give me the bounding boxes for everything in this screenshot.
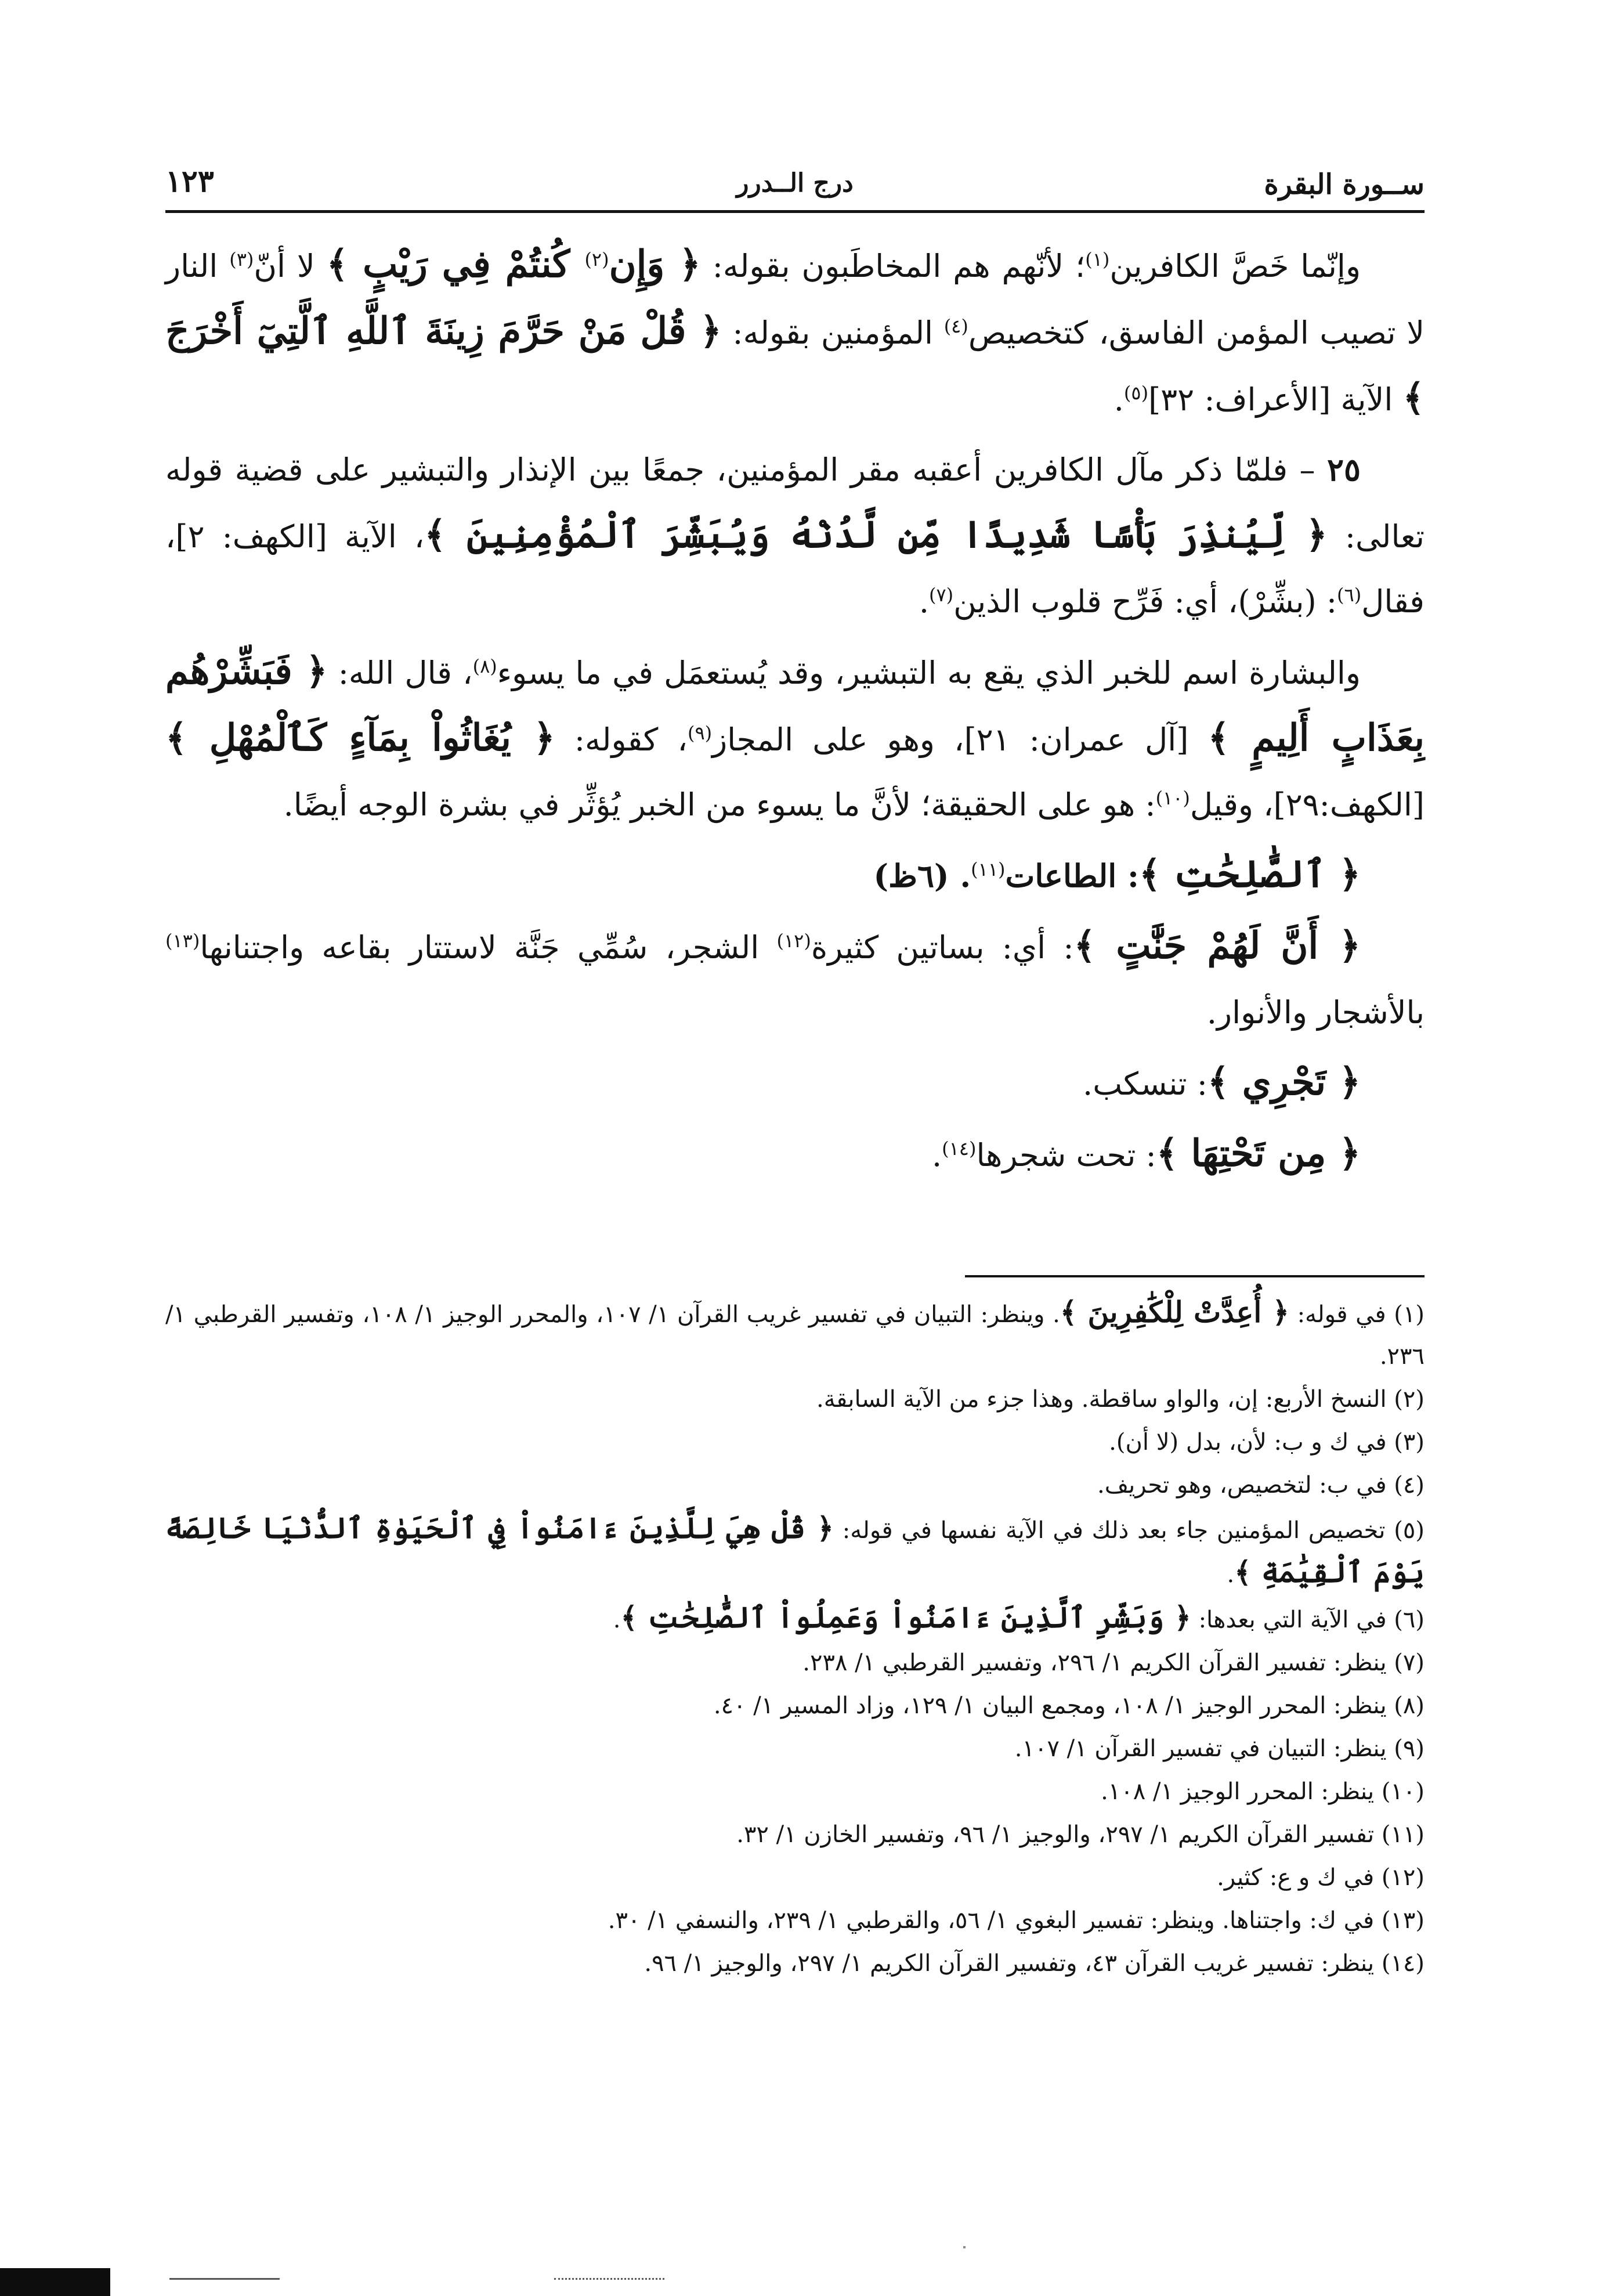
footnote-number: (٢): [1394, 1386, 1425, 1413]
footnote-2: [165, 1378, 1425, 1420]
text: ، كقوله:: [555, 721, 688, 758]
footnote-ref: (٧): [928, 584, 954, 606]
text: : أي: بساتين كثيرة: [811, 929, 1074, 966]
footnote-text: النسخ الأربع: إن، والواو ساقطة. وهذا جزء من الآية السابقة.: [816, 1386, 1394, 1413]
footnote-14: [165, 1943, 1425, 1984]
footnote-ref: (٢): [584, 248, 609, 270]
text: – فلمّا ذكر مآل الكافرين أعقبه مقر المؤمنين، جمعًا بين الإنذار والتبشير على قضية قوله تعالى:: [165, 452, 1425, 555]
footnote-text: .: [1227, 1561, 1235, 1588]
surah-title: ســورة البقرة: [1264, 168, 1425, 201]
text: .: [1113, 381, 1124, 418]
footnote-number: (١١): [1381, 1821, 1425, 1848]
footnote-text: في الآية التي بعدها:: [1191, 1607, 1394, 1633]
quran-verse: ﴿ وَإِن: [609, 243, 701, 286]
page-number: ١٢٣: [165, 164, 214, 199]
footnote-9: [165, 1728, 1425, 1770]
footnote-5: [165, 1507, 1425, 1595]
footnote-text: في قوله:: [1289, 1301, 1394, 1328]
footnote-text: ينظر: تفسير غريب القرآن ٤٣، وتفسير القرآن الكريم ١/ ٢٩٧، والوجيز ١/ ٩٦.: [644, 1950, 1382, 1977]
footnote-ref: (١٣): [165, 930, 200, 952]
text: : الطاعات: [1005, 857, 1139, 894]
quran-word: ﴿ ٱلصَّٰلِحَٰتِ ﴾: [1138, 853, 1361, 896]
footnote-text: ينظر: المحرر الوجيز ١/ ١٠٨، ومجمع البيان ١/ ١٢٩، وزاد المسير ١/ ٤٠.: [713, 1692, 1394, 1719]
text: : (بشِّرْ)، أي: فَرِّح قلوب الذين: [953, 583, 1337, 620]
footnote-number: (٦): [1394, 1607, 1425, 1633]
quran-verse: ﴿ يُغَاثُواْ بِمَآءٍ كَٱلْمُهْلِ ﴾: [165, 716, 555, 760]
book-title: درج الــدرر: [736, 168, 854, 198]
footnote-11: [165, 1814, 1425, 1855]
footnote-1: [165, 1291, 1425, 1377]
text: ، قال الله:: [327, 655, 473, 691]
footnote-8: [165, 1685, 1425, 1727]
footnote-number: (١٣): [1381, 1907, 1425, 1934]
footnote-text: تخصيص المؤمنين جاء بعد ذلك في الآية نفسها في قوله:: [833, 1517, 1394, 1544]
footnote-text: ينظر: المحرر الوجيز ١/ ١٠٨.: [1101, 1778, 1382, 1805]
paragraph-6: [165, 1050, 1425, 1117]
main-text: [165, 232, 1425, 1193]
quran-verse: ﴿ لِّيُنذِرَ بَأْسًا شَدِيدًا مِّن لَّدُنْهُ وَيُبَشِّرَ ٱلْمُؤْمِنِينَ ﴾: [424, 513, 1328, 557]
footnotes: [165, 1291, 1425, 1985]
paragraph-5: [165, 914, 1425, 1045]
footnote-number: (١٠): [1381, 1778, 1425, 1805]
quran-verse: ﴿ أُعِدَّتْ لِلْكَٰفِرِينَ ﴾: [1060, 1295, 1289, 1329]
quran-verse: ﴿ وَبَشِّرِ ٱلَّذِينَ ءَامَنُواْ وَعَمِلُواْ ٱلصَّٰلِحَٰتِ ﴾: [620, 1600, 1191, 1634]
footnote-ref: (٩): [687, 722, 713, 744]
footnote-text: في ك و ب: لأن، بدل (لا أن).: [1109, 1429, 1394, 1456]
footnote-ref: (٦): [1337, 584, 1362, 606]
text: : تحت شجرها: [976, 1137, 1156, 1174]
paragraph-4: [165, 842, 1425, 909]
scan-edge-line: [554, 2278, 664, 2280]
footnote-number: (١): [1394, 1301, 1425, 1328]
text: .: [931, 1137, 942, 1174]
text: لا أنّ: [254, 248, 327, 284]
paragraph-1: [165, 232, 1425, 432]
text: وإنّما خَصَّ الكافرين: [1109, 248, 1361, 284]
footnote-3: [165, 1421, 1425, 1463]
text: الشجر، سُمِّي جَنَّة لاستتار بقاعه واجتنانها: [200, 929, 777, 966]
footnote-ref: (١٢): [776, 930, 811, 952]
quran-verse: ﴿ قُلْ مَنْ حَرَّمَ زِينَةَ ٱللَّهِ ٱلَّتِيٓ أَخْرَجَ ﴾: [165, 309, 1425, 420]
paragraph-7: [165, 1121, 1425, 1188]
quran-verse: ﴿ فَبَشِّرْهُم بِعَذَابٍ أَلِيمٍ ﴾: [165, 649, 1425, 760]
footnote-number: (١٤): [1381, 1950, 1425, 1977]
text: والبشارة اسم للخبر الذي يقع به التبشير، وقد يُستعمَل في ما يسوء: [497, 655, 1361, 691]
footnote-number: (٩): [1394, 1735, 1425, 1762]
footnote-6: [165, 1597, 1425, 1641]
footnote-13: [165, 1900, 1425, 1941]
header-rule: [165, 210, 1425, 213]
quran-word: ﴿ تَجْرِي ﴾: [1207, 1060, 1361, 1104]
text: [آل عمران: ٢١]، وهو على المجاز: [712, 721, 1208, 758]
scan-speck: [963, 2246, 966, 2248]
scan-edge-line: [169, 2278, 280, 2280]
footnote-text: .: [613, 1607, 621, 1633]
footnote-text: ينظر: تفسير القرآن الكريم ١/ ٢٩٦، وتفسير القرطبي ١/ ٢٣٨.: [802, 1649, 1394, 1676]
footnote-number: (٣): [1394, 1429, 1425, 1456]
quran-verse: ﴿ قُلْ هِيَ لِلَّذِينَ ءَامَنُواْ فِي ٱلْحَيَوٰةِ ٱلدُّنْيَا خَالِصَةً يَوْمَ ٱلْقِيَٰمَةِ ﴾: [165, 1511, 1425, 1589]
footnote-ref: (٨): [472, 655, 497, 677]
text: المؤمنين بقوله:: [721, 315, 944, 351]
text: الآية [الأعراف: ٣٢]: [1148, 381, 1403, 418]
footnote-number: (٥): [1394, 1517, 1425, 1544]
footnote-7: [165, 1642, 1425, 1684]
footnote-10: [165, 1771, 1425, 1813]
footnote-number: (١٢): [1381, 1864, 1425, 1891]
text: بالأشجار والأنوار.: [1206, 994, 1425, 1031]
footnote-text: في ب: لتخصيص، وهو تحريف.: [1097, 1472, 1394, 1499]
paragraph-2: [165, 437, 1425, 634]
running-header: [165, 156, 1425, 214]
footnote-number: (٧): [1394, 1649, 1425, 1676]
footnote-ref: (١٤): [942, 1138, 977, 1160]
text: : هو على الحقيقة؛ لأنَّ ما يسوء من الخبر يُؤثِّر في بشرة الوجه أيضًا.: [283, 786, 1156, 823]
footnote-ref: (٤): [943, 315, 968, 337]
footnote-4: [165, 1464, 1425, 1506]
footnote-ref: (١): [1085, 248, 1110, 270]
footnote-ref: (١١): [971, 858, 1006, 880]
scan-corner-mark: [0, 2268, 110, 2296]
footnote-text: ينظر: التبيان في تفسير القرآن ١/ ١٠٧.: [1014, 1735, 1394, 1762]
quran-word: ﴿ مِن تَحْتِهَا ﴾: [1156, 1132, 1361, 1175]
quran-verse: كُنتُمْ فِي رَيْبٍ ﴾: [326, 243, 585, 286]
footnote-number: (٤): [1394, 1472, 1425, 1499]
footnote-text: تفسير القرآن الكريم ١/ ٢٩٧، والوجيز ١/ ٩٦، وتفسير الخازن ١/ ٣٢.: [736, 1821, 1382, 1848]
footnote-text: في ك و ع: كثير.: [1217, 1864, 1382, 1891]
text: : تنسكب.: [1083, 1066, 1207, 1102]
text: ؛ لأنّهم هم المخاطَبون بقوله:: [700, 248, 1086, 284]
footnote-12: [165, 1857, 1425, 1898]
footnote-text: . وينظر: التبيان في تفسير غريب القرآن ١/ ١٠٧، والمحرر الوجيز ١/ ١٠٨، وتفسير القرطبي ١/ ٢٣٦.: [165, 1301, 1425, 1370]
text: . (٦ظ): [873, 857, 971, 894]
text: النار لا تصيب المؤمن الفاسق، كتخصيص: [165, 248, 1425, 351]
footnote-separator: [965, 1275, 1425, 1277]
quran-word: ﴿ أَنَّ لَهُمْ جَنَّٰتٍ ﴾: [1073, 924, 1361, 968]
footnote-text: في ك: واجتناها. وينظر: تفسير البغوي ١/ ٥٦، والقرطبي ١/ ٢٣٩، والنسفي ١/ ٣٠.: [608, 1907, 1382, 1934]
text: [الكهف:٢٩]، وقيل: [1190, 786, 1425, 823]
text: ، الآية [الكهف: ٢]، فقال: [165, 518, 1425, 620]
section-number: ٢٥: [1326, 451, 1361, 488]
footnote-ref: (٥): [1123, 382, 1149, 404]
paragraph-3: [165, 639, 1425, 837]
footnote-ref: (١٠): [1155, 787, 1190, 809]
text: .: [919, 583, 929, 620]
footnote-number: (٨): [1394, 1692, 1425, 1719]
footnote-ref: (٣): [229, 248, 254, 270]
